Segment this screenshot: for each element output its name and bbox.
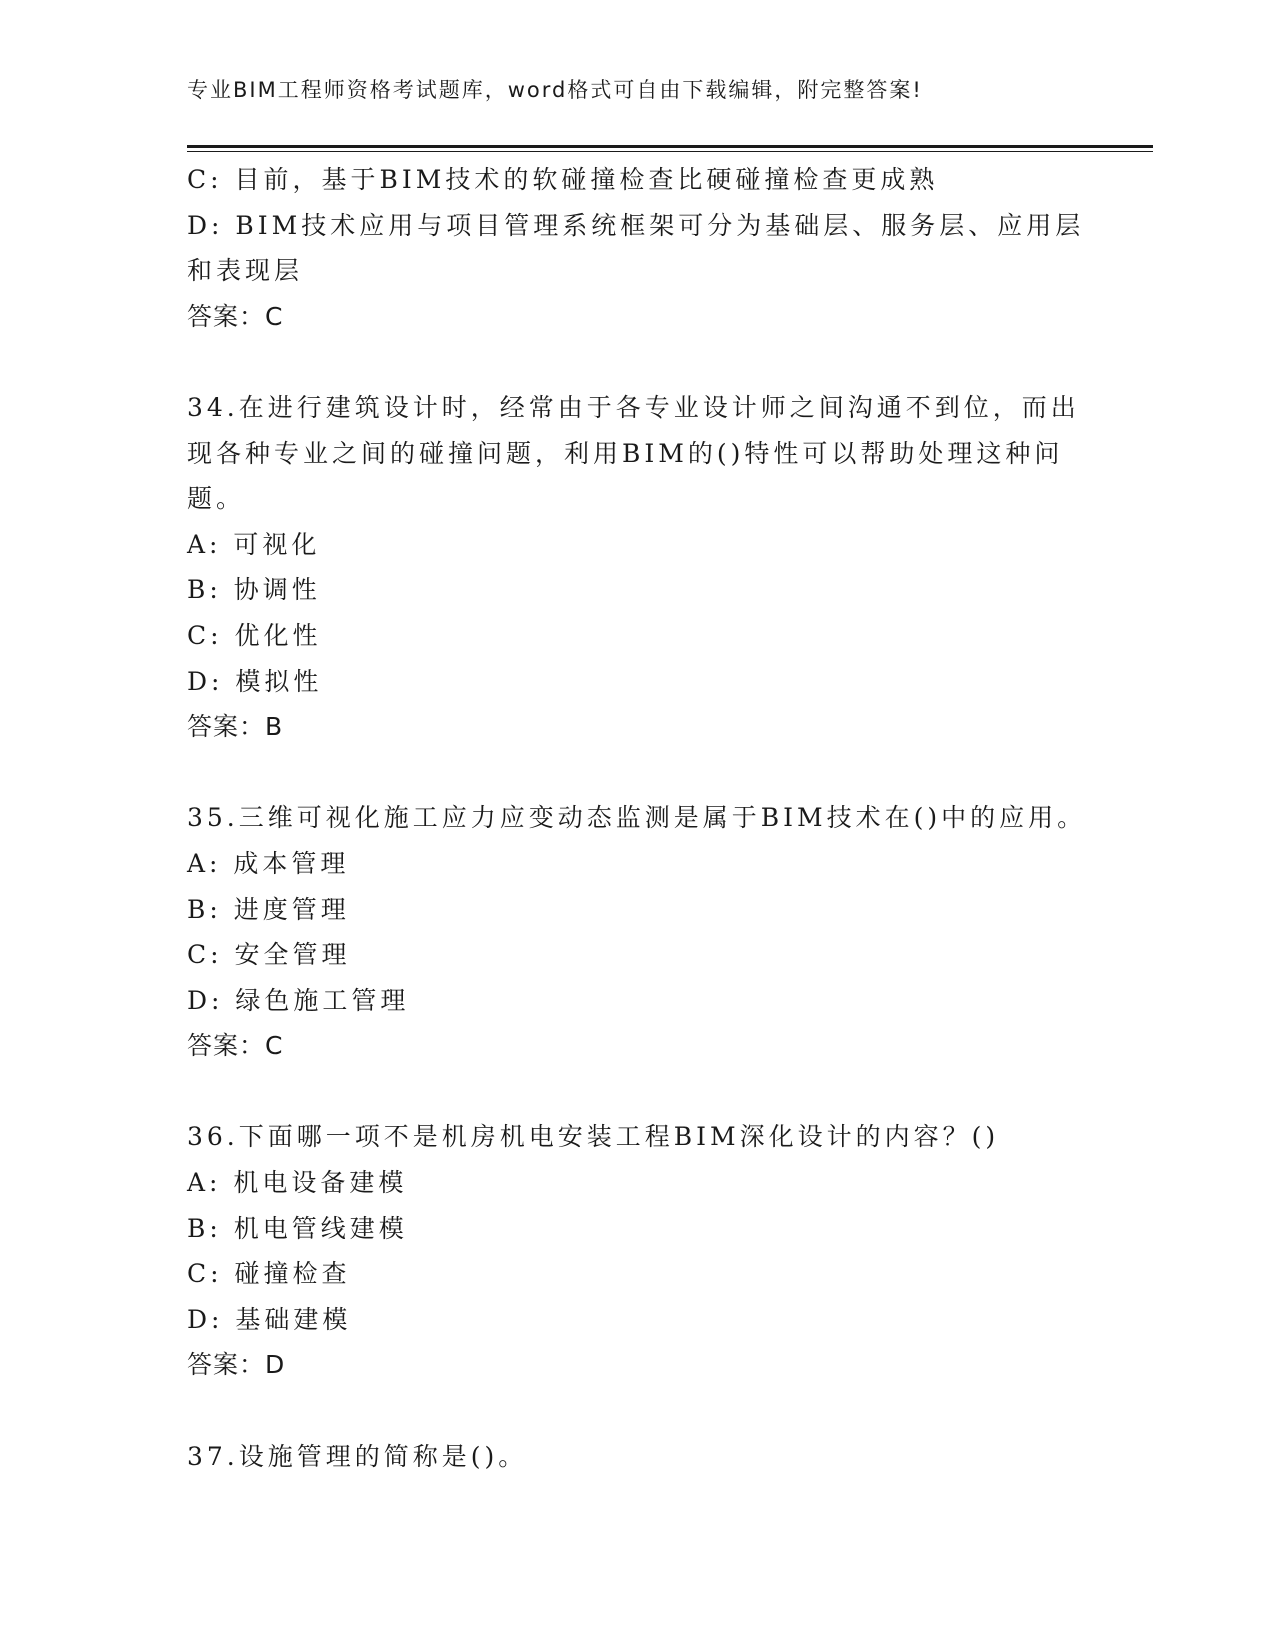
question-34-option-b: B: 协调性 — [187, 575, 321, 605]
spacer — [187, 1069, 1087, 1115]
option-d-line: D: BIM技术应用与项目管理系统框架可分为基础层、服务层、应用层 — [187, 210, 1085, 240]
spacer — [187, 1388, 1087, 1434]
header-divider-thin — [187, 151, 1153, 152]
question-37-text: 37.设施管理的简称是()。 — [187, 1441, 528, 1471]
answer-33: 答案：C — [187, 301, 284, 331]
answer-34: 答案：B — [187, 712, 284, 742]
question-34-option-d: D: 模拟性 — [187, 666, 323, 696]
page-header: 专业BIM工程师资格考试题库，word格式可自由下载编辑，附完整答案! — [187, 78, 923, 102]
question-content — [187, 157, 1087, 1479]
question-34-line-2: 现各种专业之间的碰撞问题，利用BIM的()特性可以帮助处理这种问 — [187, 438, 1064, 468]
question-35-option-b: B: 进度管理 — [187, 894, 350, 924]
question-34-line-3: 题。 — [187, 484, 246, 514]
question-36-option-b: B: 机电管线建模 — [187, 1213, 408, 1243]
answer-35: 答案：C — [187, 1031, 284, 1061]
option-c-line: C: 目前，基于BIM技术的软碰撞检查比硬碰撞检查更成熟 — [187, 165, 939, 194]
spacer — [187, 750, 1087, 796]
option-d-continuation: 和表现层 — [187, 256, 304, 286]
spacer — [187, 339, 1087, 385]
question-35-option-a: A: 成本管理 — [187, 848, 350, 878]
question-34-option-a: A: 可视化 — [187, 529, 321, 559]
question-35-text: 35.三维可视化施工应力应变动态监测是属于BIM技术在()中的应用。 — [187, 803, 1087, 833]
question-35-option-d: D: 绿色施工管理 — [187, 985, 410, 1015]
question-34-option-c: C: 优化性 — [187, 620, 322, 650]
question-36-option-a: A: 机电设备建模 — [187, 1168, 408, 1198]
question-36-option-d: D: 基础建模 — [187, 1304, 352, 1334]
question-34-line-1: 34.在进行建筑设计时，经常由于各专业设计师之间沟通不到位，而出 — [187, 392, 1080, 422]
question-36-text: 36.下面哪一项不是机房机电安装工程BIM深化设计的内容？() — [187, 1122, 1000, 1152]
answer-36: 答案：D — [187, 1350, 286, 1380]
question-36-option-c: C: 碰撞检查 — [187, 1259, 351, 1289]
header-divider-thick — [187, 145, 1153, 148]
question-35-option-c: C: 安全管理 — [187, 940, 351, 970]
